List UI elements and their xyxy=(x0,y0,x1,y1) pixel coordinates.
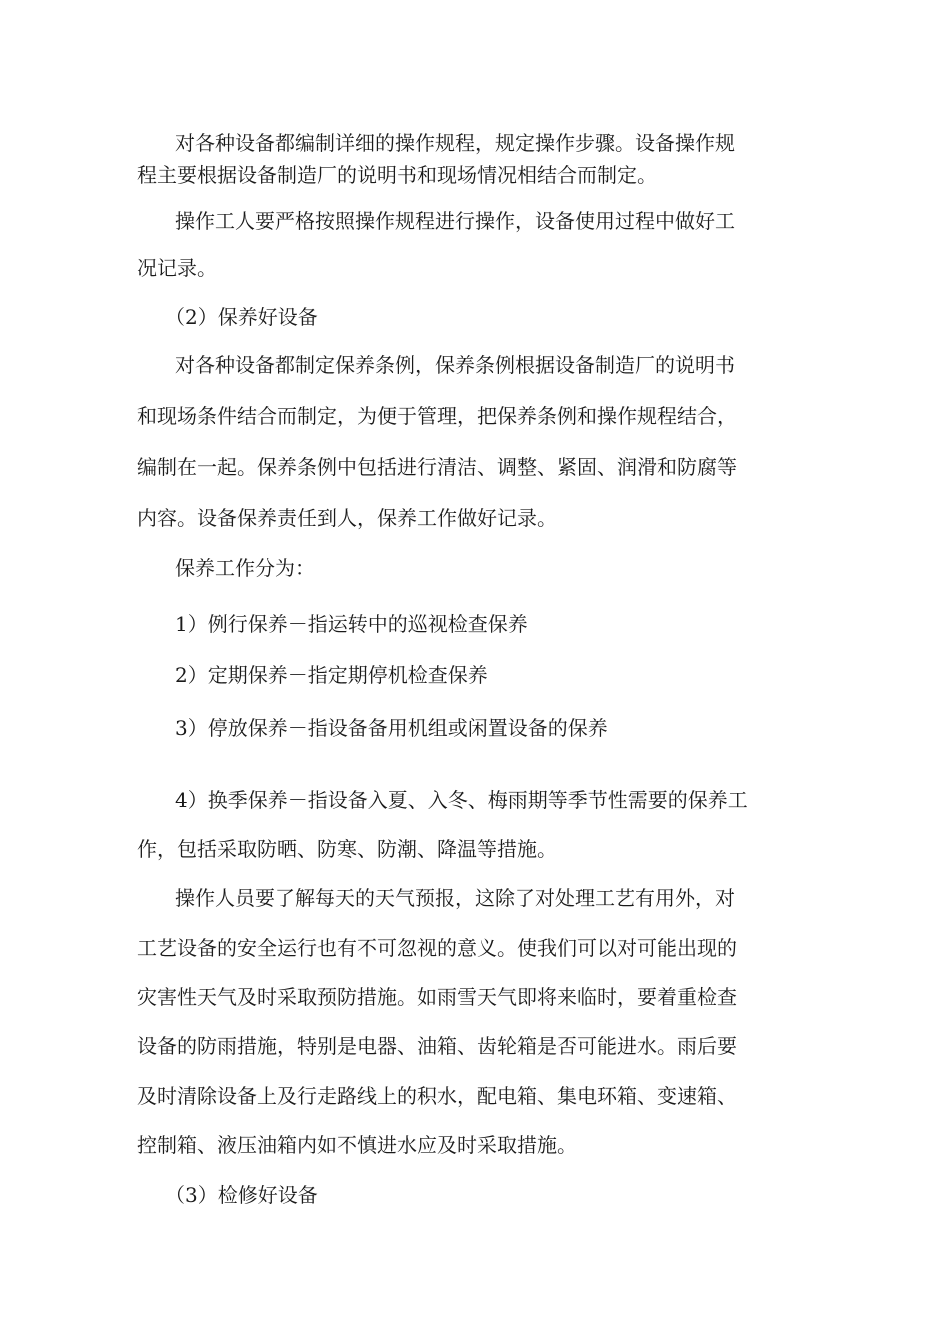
paragraph-line-1: 对各种设备都编制详细的操作规程，规定操作步骤。设备操作规 xyxy=(175,131,735,155)
paragraph-line-16: 操作人员要了解每天的天气预报，这除了对处理工艺有用外，对 xyxy=(175,886,735,910)
paragraph-line-7: 和现场条件结合而制定，为便于管理，把保养条例和操作规程结合， xyxy=(137,404,737,428)
paragraph-line-20: 及时清除设备上及行走路线上的积水，配电箱、集电环箱、变速箱、 xyxy=(137,1084,737,1108)
paragraph-line-4: 况记录。 xyxy=(137,256,217,280)
paragraph-line-21: 控制箱、液压油箱内如不慎进水应及时采取措施。 xyxy=(137,1133,577,1157)
paragraph-line-2: 程主要根据设备制造厂的说明书和现场情况相结合而制定。 xyxy=(137,163,657,187)
list-item-1: 1）例行保养－指运转中的巡视检查保养 xyxy=(175,612,528,636)
paragraph-line-19: 设备的防雨措施，特别是电器、油箱、齿轮箱是否可能进水。雨后要 xyxy=(137,1034,737,1058)
paragraph-line-10: 保养工作分为： xyxy=(175,556,315,580)
paragraph-line-18: 灾害性天气及时采取预防措施。如雨雪天气即将来临时，要着重检查 xyxy=(137,985,737,1009)
list-item-3: 3）停放保养－指设备备用机组或闲置设备的保养 xyxy=(175,716,608,740)
list-item-4: 4）换季保养－指设备入夏、入冬、梅雨期等季节性需要的保养工 xyxy=(175,788,748,812)
paragraph-line-6: 对各种设备都制定保养条例，保养条例根据设备制造厂的说明书 xyxy=(175,353,735,377)
section-heading-2: （2）保养好设备 xyxy=(165,305,318,329)
section-heading-3: （3）检修好设备 xyxy=(165,1183,318,1207)
list-item-4-cont: 作，包括采取防晒、防寒、防潮、降温等措施。 xyxy=(137,837,557,861)
paragraph-line-8: 编制在一起。保养条例中包括进行清洁、调整、紧固、润滑和防腐等 xyxy=(137,455,737,479)
paragraph-line-3: 操作工人要严格按照操作规程进行操作，设备使用过程中做好工 xyxy=(175,209,735,233)
list-item-2: 2）定期保养－指定期停机检查保养 xyxy=(175,663,488,687)
paragraph-line-17: 工艺设备的安全运行也有不可忽视的意义。使我们可以对可能出现的 xyxy=(137,936,737,960)
paragraph-line-9: 内容。设备保养责任到人，保养工作做好记录。 xyxy=(137,506,557,530)
